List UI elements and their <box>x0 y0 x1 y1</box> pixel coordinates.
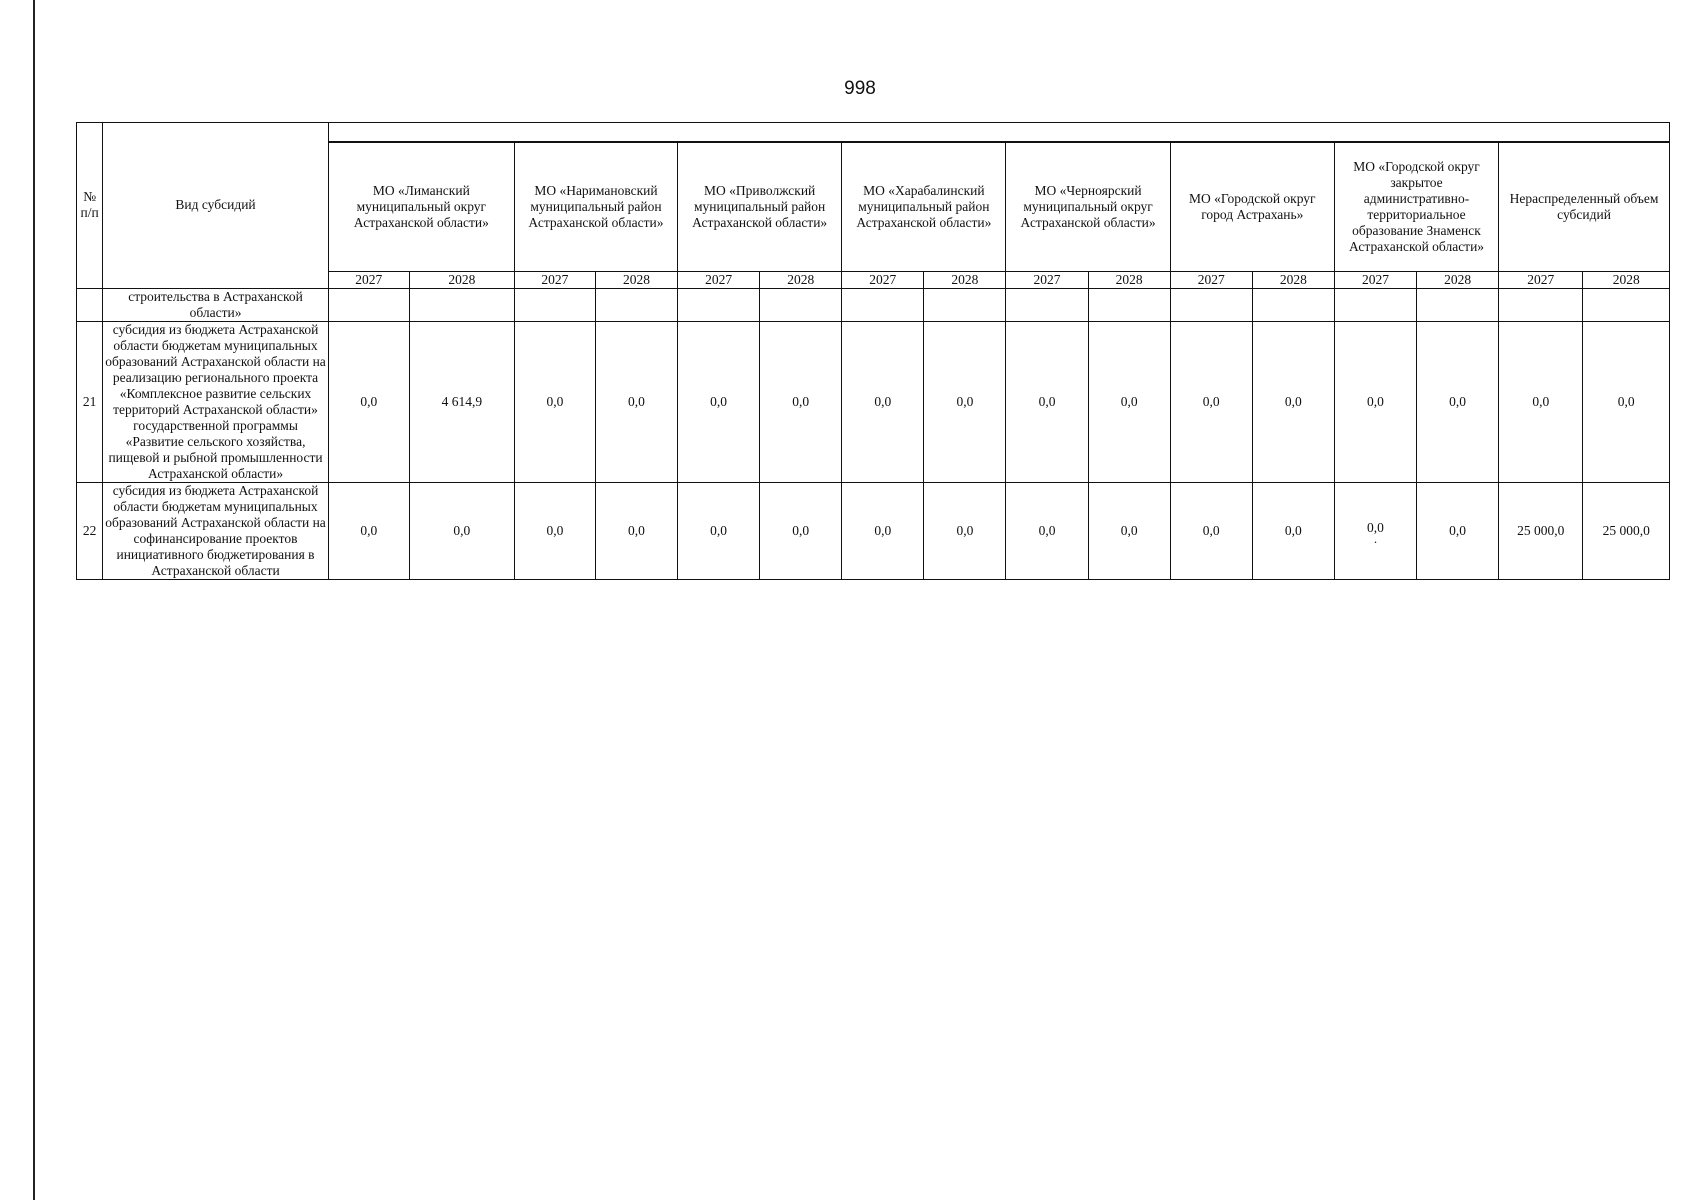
value-cell <box>842 288 924 321</box>
row-number <box>77 288 103 321</box>
column-header-subsidy-type: Вид субсидий <box>103 123 329 289</box>
table-row-22 <box>77 482 1670 579</box>
value-text: 0,0 <box>1367 519 1384 535</box>
value-cell: 0,0 <box>328 482 409 579</box>
group-header-unallocated: Нераспределенный объем субсидий <box>1499 142 1670 271</box>
value-cell: 0,0 <box>595 482 677 579</box>
value-cell: 0,0 <box>1088 321 1170 482</box>
year-2028: 2028 <box>595 271 677 288</box>
group-header-narimanovsky: МО «Наримановский муниципальный район Астраханской области» <box>514 142 677 271</box>
value-cell: 0,0 <box>1252 482 1334 579</box>
header-spacer-cell <box>328 123 1669 143</box>
year-2027: 2027 <box>514 271 595 288</box>
year-2028: 2028 <box>760 271 842 288</box>
value-cell: 0,0 <box>842 321 924 482</box>
stray-mark: . <box>1373 530 1378 546</box>
value-cell <box>678 288 760 321</box>
value-cell: 0,0 <box>760 482 842 579</box>
group-header-astrakhan-city: МО «Городской округ город Астрахань» <box>1170 142 1334 271</box>
value-cell: 25 000,0 <box>1499 482 1583 579</box>
value-cell: 0,0 <box>514 321 595 482</box>
row-subsidy-description: субсидия из бюджета Астраханской области бюджетам муниципальных образований Астраханской области на софинансирование проектов инициативного бюджетирования в Астраханской области <box>103 482 329 579</box>
row-number: 22 <box>77 482 103 579</box>
group-header-chernoyarsky: МО «Черноярский муниципальный округ Астраханской области» <box>1006 142 1170 271</box>
value-cell: 0,0 <box>1170 321 1252 482</box>
value-cell: 0,0 <box>760 321 842 482</box>
value-cell <box>328 288 409 321</box>
column-header-number: № п/п <box>77 123 103 289</box>
value-cell: 0,0 <box>409 482 514 579</box>
row-subsidy-description: строительства в Астраханской области» <box>103 288 329 321</box>
value-cell: 0,0 <box>1499 321 1583 482</box>
value-cell: 0,0 <box>678 321 760 482</box>
row-number: 21 <box>77 321 103 482</box>
value-cell <box>1006 288 1088 321</box>
value-cell <box>760 288 842 321</box>
value-cell <box>1499 288 1583 321</box>
year-2028: 2028 <box>1252 271 1334 288</box>
value-cell: 4 614,9 <box>409 321 514 482</box>
value-cell: 0,0 <box>678 482 760 579</box>
value-cell: 0,0 <box>1252 321 1334 482</box>
group-header-limansky: МО «Лиманский муниципальный округ Астраханской области» <box>328 142 514 271</box>
table-row-continuation <box>77 288 1670 321</box>
value-cell <box>924 288 1006 321</box>
subsidy-table-container <box>76 122 1670 580</box>
group-header-znamensk: МО «Городской округ закрытое административно-территориальное образование Знаменск Астраханской области» <box>1334 142 1498 271</box>
value-cell <box>1170 288 1252 321</box>
value-cell: 0,0 <box>1006 482 1088 579</box>
year-2027: 2027 <box>678 271 760 288</box>
row-subsidy-description: субсидия из бюджета Астраханской области бюджетам муниципальных образований Астраханской области на реализацию регионального проекта «Комплексное развитие сельских территорий Астраханской области» государственной программы «Развитие сельского хозяйства, пищевой и рыбной промышленности Астраханской области» <box>103 321 329 482</box>
table-row-21 <box>77 321 1670 482</box>
value-cell: 25 000,0 <box>1583 482 1670 579</box>
value-cell: 0,0 <box>1417 482 1499 579</box>
value-cell <box>1252 288 1334 321</box>
margin-rule <box>33 0 35 1200</box>
group-header-kharabalinsky: МО «Харабалинский муниципальный район Астраханской области» <box>842 142 1006 271</box>
value-cell: 0,0 <box>1583 321 1670 482</box>
value-cell <box>1417 288 1499 321</box>
value-cell <box>1583 288 1670 321</box>
value-cell: 0,0 <box>514 482 595 579</box>
value-cell <box>514 288 595 321</box>
value-cell <box>1334 288 1416 321</box>
year-2027: 2027 <box>1334 271 1416 288</box>
year-2028: 2028 <box>1088 271 1170 288</box>
page-number: 998 <box>844 78 876 99</box>
value-cell-znamensk-2027 <box>1334 482 1416 579</box>
year-2028: 2028 <box>1417 271 1499 288</box>
value-cell: 0,0 <box>842 482 924 579</box>
header-top-row <box>77 123 1670 143</box>
value-cell: 0,0 <box>1170 482 1252 579</box>
year-2027: 2027 <box>1170 271 1252 288</box>
value-cell <box>409 288 514 321</box>
value-cell: 0,0 <box>924 321 1006 482</box>
value-cell <box>1088 288 1170 321</box>
year-2027: 2027 <box>1006 271 1088 288</box>
year-2028: 2028 <box>924 271 1006 288</box>
group-header-privolzhsky: МО «Приволжский муниципальный район Астраханской области» <box>678 142 842 271</box>
year-2027: 2027 <box>842 271 924 288</box>
value-cell: 0,0 <box>1334 321 1416 482</box>
year-2028: 2028 <box>409 271 514 288</box>
value-cell: 0,0 <box>924 482 1006 579</box>
subsidy-table <box>76 122 1670 580</box>
value-cell: 0,0 <box>1088 482 1170 579</box>
year-2028: 2028 <box>1583 271 1670 288</box>
value-cell: 0,0 <box>595 321 677 482</box>
year-2027: 2027 <box>1499 271 1583 288</box>
value-cell: 0,0 <box>1417 321 1499 482</box>
value-cell: 0,0 <box>1006 321 1088 482</box>
year-2027: 2027 <box>328 271 409 288</box>
value-cell: 0,0 <box>328 321 409 482</box>
value-cell <box>595 288 677 321</box>
